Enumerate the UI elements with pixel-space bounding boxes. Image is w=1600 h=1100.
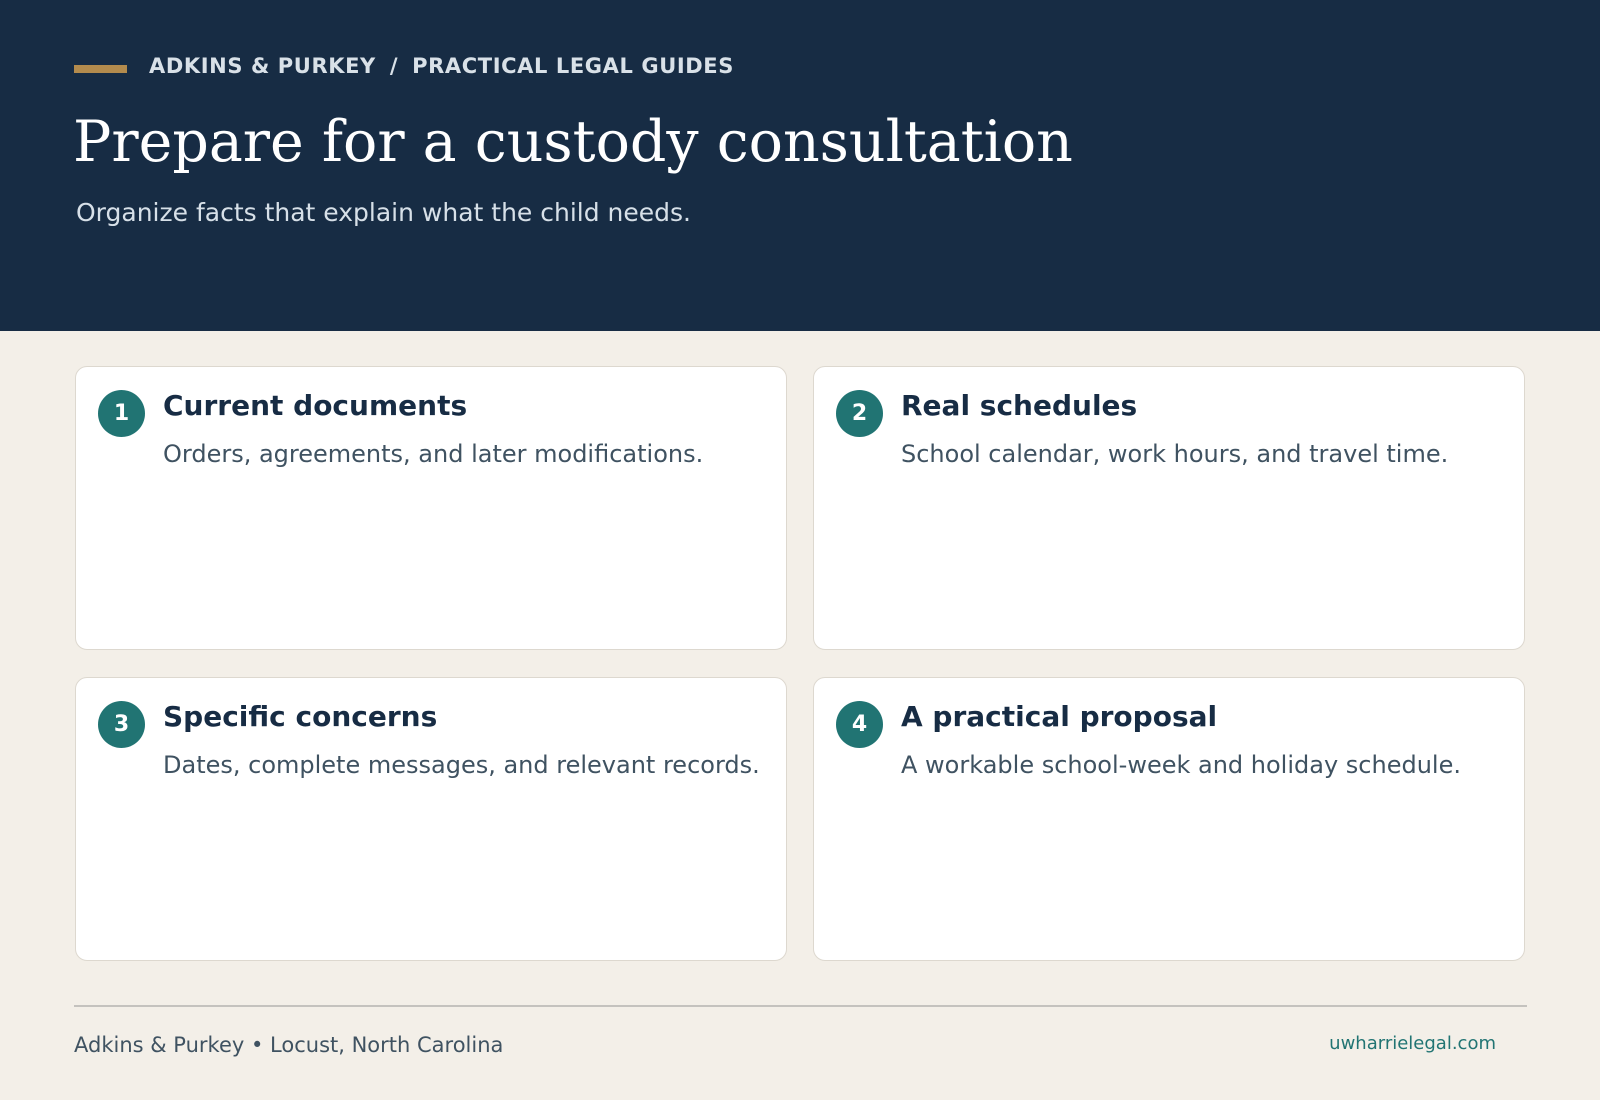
firm-location: Adkins & Purkey • Locust, North Carolina: [74, 1033, 504, 1057]
card-description: A workable school-week and holiday schedule.: [901, 751, 1461, 779]
step-number-badge: 3: [98, 701, 145, 748]
page-header: [0, 0, 1600, 331]
checklist-card-specific-concerns: [75, 677, 787, 961]
card-description: School calendar, work hours, and travel time.: [901, 440, 1449, 468]
card-description: Dates, complete messages, and relevant records.: [163, 751, 760, 779]
card-title: Current documents: [163, 389, 468, 422]
step-number-badge: 4: [836, 701, 883, 748]
checklist-card-practical-proposal: [813, 677, 1525, 961]
brand-name: ADKINS & PURKEY: [149, 54, 376, 78]
card-title: Specific concerns: [163, 700, 438, 733]
step-number-badge: 1: [98, 390, 145, 437]
card-description: Orders, agreements, and later modifications.: [163, 440, 704, 468]
breadcrumb: [74, 52, 734, 80]
breadcrumb-separator: /: [389, 54, 399, 78]
checklist-card-current-documents: [75, 366, 787, 650]
section-name: PRACTICAL LEGAL GUIDES: [412, 54, 734, 78]
accent-rule: [74, 65, 127, 73]
page-subtitle: Organize facts that explain what the child needs.: [76, 198, 691, 227]
card-title: A practical proposal: [901, 700, 1218, 733]
page-title: Prepare for a custody consultation: [73, 109, 1073, 175]
checklist-card-real-schedules: [813, 366, 1525, 650]
website-link[interactable]: uwharrielegal.com: [1329, 1033, 1496, 1054]
footer-divider: [74, 1005, 1527, 1007]
card-title: Real schedules: [901, 389, 1138, 422]
step-number-badge: 2: [836, 390, 883, 437]
